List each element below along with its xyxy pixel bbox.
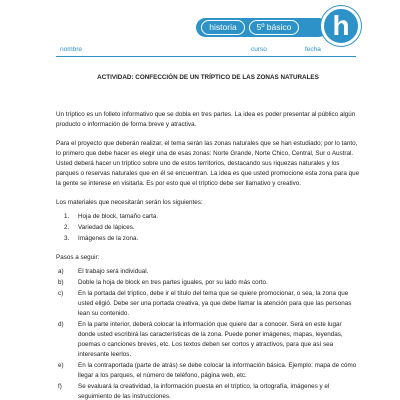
materials-intro: Los materiales que necesitarán serán los siguientes: — [56, 199, 203, 206]
course-field-label: curso — [251, 46, 267, 53]
student-info-row — [56, 43, 356, 57]
subject-label: historia — [201, 20, 245, 35]
name-field-label: nombre — [60, 46, 83, 53]
activity-title: ACTIVIDAD: CONFECCIÓN DE UN TRÍPTICO DE LAS ZONAS NATURALES — [97, 74, 319, 81]
list-item: a) El trabajo será individual. — [58, 268, 149, 275]
project-paragraph: Para el proyecto que deberán realizar, el tema serán las zonas naturales que se han estudiado; por lo tanto, lo primero que debe hacer es elegir una de esas zonas: Norte Grande, Norte Chico, Central, Sur o Austral. Usted deberá hacer un tríptico sobre uno de estos territorios, destacando sus riquezas naturales y los parques o reservas naturales que en él se encuentran. La idea es que usted promocione esta zona para que la gente se interese en visitarla. Es por esto que el tríptico debe ser llamativo y creativo. — [56, 140, 360, 187]
grade-label: 5º básico — [249, 20, 299, 35]
list-item: 1. Hoja de block, tamaño carta. — [64, 213, 159, 220]
date-field-label: fecha — [305, 46, 321, 53]
activity-content — [56, 73, 360, 400]
list-item: e) En la contraportada (parte de atrás) se debe colocar la información básica. Ejemplo: mapa de cómo llegar a los parques, el número de teléfono, página web, etc. — [58, 362, 357, 379]
steps-intro: Pasos a seguir: — [56, 254, 100, 261]
list-item: b) Doble la hoja de block en tres partes iguales, por su lado más corto. — [58, 279, 268, 286]
list-item: d) En la parte interior, deberá colocar la información que quiere dar a conocer. Será en este lugar donde usted escribirá las características de la zona. Puede poner imágenes, mapas, leyendas, poemas o canciones breves, etc. Los textos deben ser cortos y atractivos, para que así sea interesante leerlos. — [58, 321, 343, 358]
steps-list — [56, 267, 360, 400]
materials-list — [56, 212, 360, 244]
subject-logo-icon: h — [321, 6, 361, 46]
list-item: 2. Variedad de lápices. — [64, 224, 135, 231]
list-item: c) En la portada del tríptico, debe ir el título del tema que se quiere promocionar, o sea, la zona que usted eligió. Debe ser una portada creativa, ya que debe llamar la atención para que las personas lean su contenido. — [58, 290, 352, 317]
intro-paragraph: Un tríptico es un folleto informativo que se dobla en tres partes. La idea es poder presentar al público algún producto o información de forma breve y atractiva. — [56, 111, 356, 128]
list-item: 3. Imágenes de la zona. — [64, 235, 139, 242]
list-item: f) Se evaluará la creatividad, la información puesta en el tríptico, la ortografía, imágenes y el seguimiento de las instrucciones. — [58, 383, 330, 400]
